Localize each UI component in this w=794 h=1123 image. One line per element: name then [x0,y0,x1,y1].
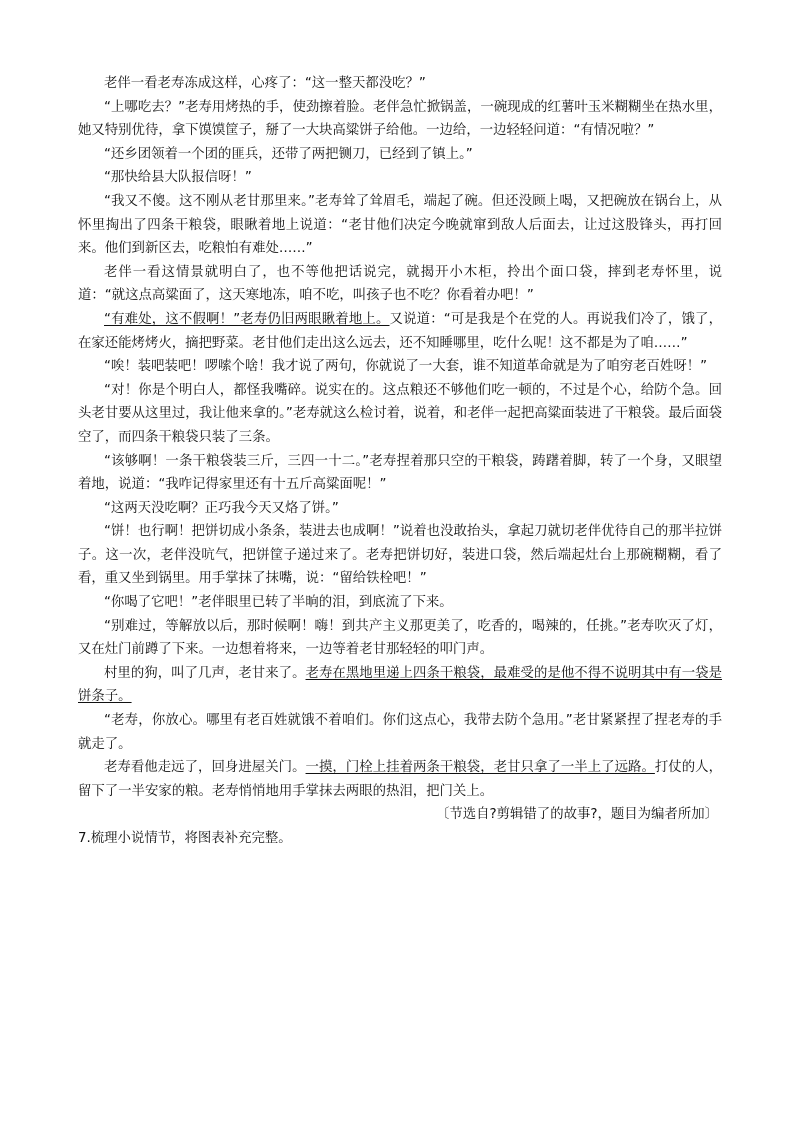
paragraph-text: “还乡团领着一个团的匪兵，还带了两把铡刀，已经到了镇上。” [104,146,473,162]
story-paragraph [78,520,722,591]
source-note: 〔节选自?剪辑错了的故事?，题目为编者所加〕 [435,807,718,823]
underlined-text: 一摸，门栓上挂着两条干粮袋，老甘只拿了一半上了远路。 [305,760,655,776]
story-paragraph [78,96,722,143]
story-paragraph [78,379,722,450]
paragraph-text: 老寿看他走远了，回身进屋关门。 [104,760,306,776]
story-paragraph [78,497,722,521]
paragraph-text: “这两天没吃啊？正巧我今天又烙了饼。” [104,500,339,516]
paragraph-text: “那快给县大队报信呀！” [104,170,252,186]
underlined-text: “有难处，这不假啊！”老寿仍旧两眼瞅着地上。 [104,311,390,327]
paragraph-text: “该够啊！一条干粮袋装三斤，三四一十二。”老寿捏着那只空的干粮袋，踌躇着脚，转了一个身，又眼望着地，说道：“我咋记得家里还有十五斤高粱面呢！” [78,453,722,493]
story-paragraph [78,261,722,308]
paragraph-text: “我又不傻。这不刚从老甘那里来。”老寿耸了耸眉毛，端起了碗。但还没顾上喝，又把碗放在锅台上，从怀里掏出了四条干粮袋，眼瞅着地上说道：“老甘他们决定今晚就窜到敌人后面去，让过这股锋头，再打回来。他们到新区去，吃粮怕有难处……” [78,193,722,257]
story-paragraph [78,308,722,355]
story-paragraph [78,450,722,497]
paragraph-text: “唉！装吧装吧！啰嗦个啥！我才说了两句，你就说了一大套，谁不知道革命就是为了咱穷老百姓呀！” [104,359,708,375]
paragraph-text: 打仗的人，留下了一半安家的粮。老寿悄悄地用手掌抹去两眼的热泪，把门关上。 [78,760,723,799]
paragraph-text: 老伴一看这情景就明白了，也不等他把话说完，就揭开小木柜，拎出个面口袋，摔到老寿怀里，说道：“就这点高粱面了，这天寒地冻，咱不吃，叫孩子也不吃？你看着办吧！” [78,264,722,304]
paragraph-text: “你喝了它吧！”老伴眼里已转了半晌的泪，到底流了下来。 [104,595,453,611]
paragraph-text: 又说道：“可是我是个在党的人。再说我们冷了，饿了，在家还能烤烤火，摘把野菜。老甘他们走出这么远去，还不知睡哪里，吃什么呢！这不都是为了咱……” [78,311,723,351]
paragraph-text: “上哪吃去？”老寿用烤热的手，使劲擦着脸。老伴急忙掀锅盖，一碗现成的红薯叶玉米糊糊坐在热水里，她又特别优待，拿下馍馍筐子，掰了一大块高粱饼子给他。一边给，一边轻轻问道：“有情况啦？” [78,99,722,139]
story-paragraph [78,72,722,96]
story-paragraph [78,355,722,379]
question-7: 7.梳理小说情节，将图表补充完整。 [78,831,292,846]
story-paragraph [78,662,722,709]
paragraph-text: “老寿，你放心。哪里有老百姓就饿不着咱们。你们这点心，我带去防个急用。”老甘紧紧捏了捏老寿的手就走了。 [78,713,722,752]
story-paragraph [78,143,722,167]
story-paragraph [78,709,722,756]
story-body [78,72,722,803]
document-page [78,72,722,851]
story-paragraph [78,591,722,615]
story-paragraph [78,615,722,662]
story-paragraph [78,190,722,261]
paragraph-text: “对！你是个明白人，都怪我嘴碎。说实在的。这点粮还不够他们吃一顿的，不过是个心，给防个急。回头老甘要从这里过，我让他来拿的。”老寿就这么检讨着，说着，和老伴一起把高粱面装进了干粮袋。最后面袋空了，而四条干粮袋只装了三条。 [78,382,722,445]
paragraph-text: “饼！也行啊！把饼切成小条条，装进去也成啊！”说着也没敢抬头，拿起刀就切老伴优待自己的那半拉饼子。这一次，老伴没吭气，把饼筐子递过来了。老寿把饼切好，装进口袋，然后端起灶台上那碗糊糊，看了看，重又坐到锅里。用手掌抹了抹嘴，说：“留给铁栓吧！” [78,524,722,587]
story-paragraph [78,166,722,190]
paragraph-text: “别难过，等解放以后，那时候啊！嗨！到共产主义那更美了，吃香的，喝辣的，任挑。”老寿吹灭了灯，又在灶门前蹲了下来。一边想着将来，一边等着老甘那轻轻的叩门声。 [78,618,722,658]
underlined-text: 老寿在黑地里递上四条干粮袋，最难受的是他不得不说明其中有一袋是饼条子。 [78,665,723,705]
paragraph-text: 老伴一看老寿冻成这样，心疼了：“这一整天都没吃？” [104,76,426,91]
story-paragraph [78,756,722,803]
paragraph-text: 村里的狗，叫了几声，老甘来了。 [104,665,306,681]
